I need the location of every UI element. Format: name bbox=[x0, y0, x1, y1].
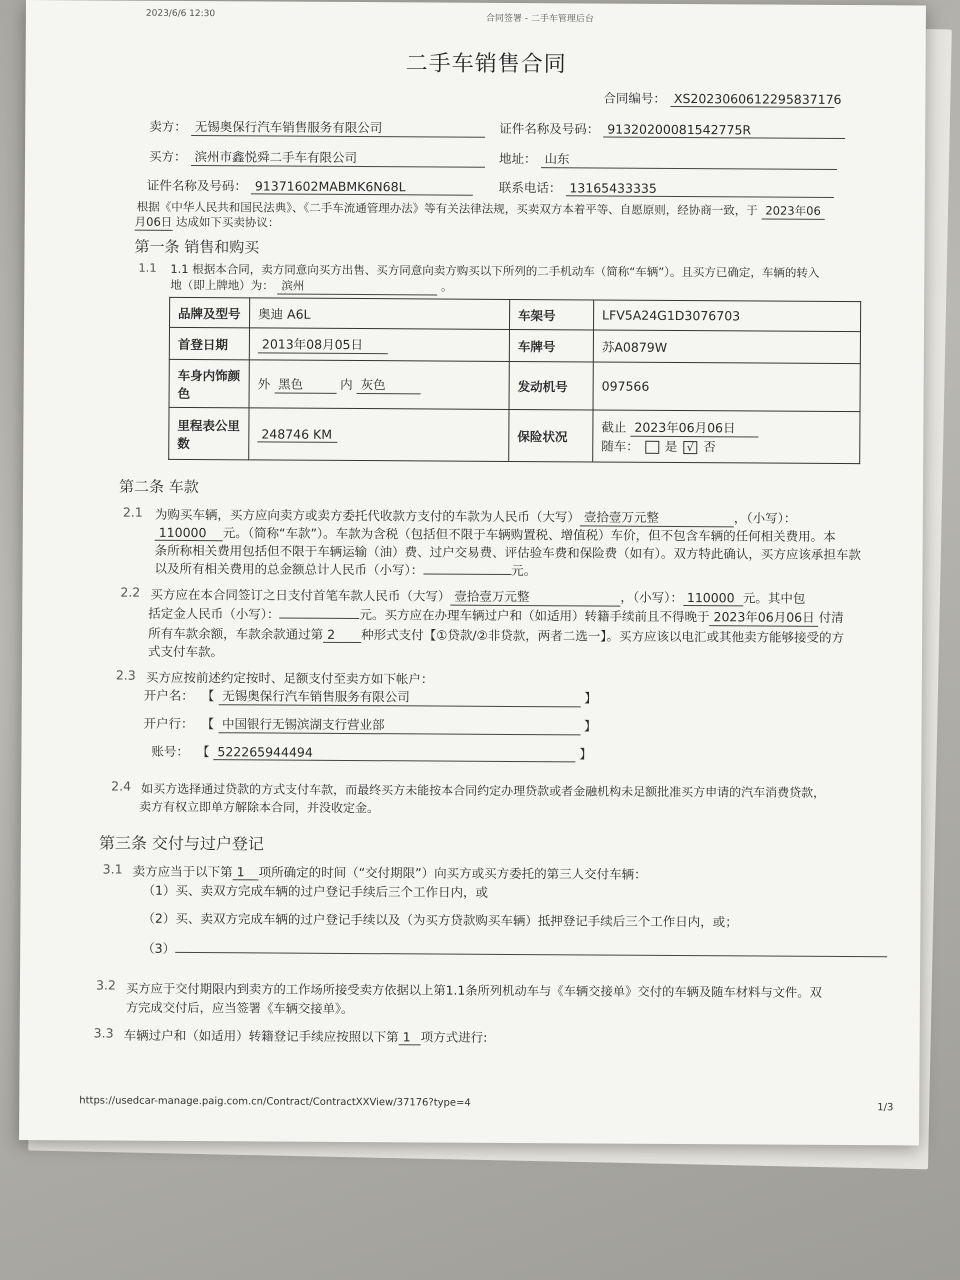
first-payment-number: 110000 bbox=[683, 590, 743, 606]
text: 元。 bbox=[511, 562, 537, 579]
no-checkbox[interactable]: √ bbox=[683, 441, 697, 454]
article-3-3-number: 3.3 bbox=[93, 1025, 114, 1041]
engine-value: 097566 bbox=[593, 362, 860, 412]
bracket: 【 bbox=[201, 716, 215, 732]
buyer-cert-row bbox=[147, 176, 473, 196]
engine-label: 发动机号 bbox=[509, 361, 593, 410]
payment-method: 2 bbox=[323, 627, 361, 643]
article-2-2-number: 2.2 bbox=[120, 584, 141, 600]
article-2-4-line-1: 如买方选择通过贷款的方式支付车款，而最终买方未能按本合同约定办理贷款或者金融机构未足额批准买方申请的汽车消费贷款， bbox=[141, 781, 826, 800]
article-2-1-number: 2.1 bbox=[122, 504, 143, 520]
article-2-2-line-4: 式支付车款。 bbox=[147, 643, 224, 660]
insurance-date: 2023年06月06日 bbox=[630, 418, 758, 438]
inner-color-label: 内 bbox=[340, 376, 353, 393]
article-2-4-line-2: 卖方有权立即单方解除本合同，并没收定金。 bbox=[139, 799, 380, 816]
insurance-label: 保险状况 bbox=[509, 409, 593, 462]
text: 买方应在本合同签订之日支付首笔车款人民币（大写） bbox=[150, 586, 451, 604]
article-3-3-line-1 bbox=[124, 1026, 488, 1046]
plate-label: 车牌号 bbox=[509, 329, 593, 362]
balance-due-date: 2023年06月06日 bbox=[709, 607, 818, 627]
color-label: 车身内饰颜色 bbox=[169, 359, 249, 407]
text: 为购买车辆，买方应向卖方或卖方委托代收款方支付的车款为人民币（大写） bbox=[154, 506, 580, 525]
article-1-title: 第一条 销售和购买 bbox=[134, 237, 260, 257]
text: 项方式进行: bbox=[420, 1029, 488, 1045]
account-number-label: 账号： bbox=[151, 743, 189, 760]
page-number: 1/3 bbox=[877, 1102, 894, 1114]
insurance-cell bbox=[593, 410, 860, 464]
bracket: 【 bbox=[196, 744, 210, 760]
deposit-blank[interactable] bbox=[279, 605, 359, 619]
text: ，（小写）： bbox=[733, 510, 797, 526]
intro-text-2: 达成如下买卖协议： bbox=[175, 214, 280, 230]
intro-text: 根据《中华人民共和国民法典》、《二手车流通管理办法》等有关法律法规，买卖双方本着平等、自愿原则，经协商一致，于 bbox=[136, 199, 758, 218]
color-cell bbox=[249, 360, 509, 410]
buyer-address-label: 地址： bbox=[498, 150, 537, 167]
mileage-cell bbox=[249, 408, 509, 462]
spec-row bbox=[170, 297, 861, 331]
account-name-row bbox=[144, 686, 597, 708]
insurance-docs-line bbox=[601, 437, 851, 457]
article-3-2-number: 3.2 bbox=[95, 977, 116, 993]
text: 付清 bbox=[818, 609, 844, 626]
mileage-label: 里程表公里数 bbox=[169, 407, 249, 459]
contract-number-value: XS2023060612295837176 bbox=[670, 91, 834, 108]
text: 车辆过户和（如适用）转籍登记手续应按照以下第 bbox=[123, 1027, 399, 1045]
article-1-1-end: 。 bbox=[441, 279, 453, 294]
article-2-1-line-4 bbox=[154, 559, 536, 579]
buyer-address-row bbox=[499, 149, 837, 170]
text: 种形式支付【①贷款/②非贷款，两者二选一】。买方应该以电汇或其他卖方能够接受的方 bbox=[361, 627, 845, 646]
text: 括定金人民币（小写）： bbox=[148, 605, 280, 622]
article-1-1-number: 1.1 bbox=[138, 260, 157, 275]
yes-checkbox[interactable] bbox=[645, 441, 659, 454]
article-2-1-line-3: 条所称相关费用包括但不限于车辆运输（油）费、过户交易费、评估验车费和保险费（如有）。双方特此确认，买方应该承担车款 bbox=[154, 542, 861, 563]
reg-date-value: 2013年08月05日 bbox=[258, 334, 388, 354]
delivery-item: 1 bbox=[233, 864, 259, 880]
article-3-2-line-1: 买方应于交付期限内到卖方的工作场所接受卖方依据以上第1.1条所列机动车与《车辆交接单》交付的车辆及随车材料与文件。双 bbox=[125, 981, 822, 1000]
no-label: 否 bbox=[703, 439, 716, 455]
seller-cert-label: 证件名称及号码： bbox=[499, 120, 600, 137]
text: 卖方应当于以下第 bbox=[132, 863, 233, 880]
seller-cert-value: 91320200081542775R bbox=[603, 122, 845, 139]
vehicle-spec-table bbox=[168, 297, 861, 464]
spec-row bbox=[169, 407, 860, 463]
article-2-2-line-3 bbox=[148, 624, 844, 646]
print-date: 2023/6/6 12:30 bbox=[145, 8, 216, 20]
contract-number bbox=[603, 89, 842, 108]
article-3-2-line-2: 方完成交付后，应当签署《车辆交接单》。 bbox=[125, 1000, 354, 1017]
article-2-3-intro: 买方应按前述约定按时、足额支付至卖方如下帐户： bbox=[145, 669, 434, 687]
contract-page bbox=[19, 0, 926, 1145]
bank-row bbox=[144, 714, 597, 736]
account-name-label: 开户名： bbox=[143, 687, 194, 704]
contract-title: 二手车销售合同 bbox=[405, 51, 567, 78]
price-number: 110000 bbox=[155, 525, 223, 541]
price-chinese: 壹拾壹万元整 bbox=[580, 507, 734, 527]
intro-line-2 bbox=[135, 214, 280, 232]
bracket: 】 bbox=[579, 746, 592, 762]
article-3-1-line-1 bbox=[133, 862, 647, 883]
text: 项所确定的时间（“交付期限”）向买方或买方委托的第三人交付车辆： bbox=[258, 864, 647, 882]
buyer-phone-row bbox=[499, 178, 834, 198]
insurance-date-line bbox=[601, 418, 851, 439]
article-3-title: 第三条 交付与过户登记 bbox=[98, 833, 265, 854]
bank-value: 中国银行无锡滨湖支行营业部 bbox=[218, 714, 580, 735]
registration-place: 滨州 bbox=[277, 278, 437, 296]
seller-name: 无锡奥保行汽车销售服务有限公司 bbox=[191, 117, 485, 138]
reg-date-cell bbox=[249, 328, 509, 362]
account-number-value: 522265944494 bbox=[213, 744, 575, 762]
text: 元。买方应在办理车辆过户和（如适用）转籍手续前且不得晚于 bbox=[359, 607, 710, 625]
inner-color-value: 灰色 bbox=[357, 375, 421, 394]
text: 所有车款余额，车款余款通过第 bbox=[148, 625, 324, 642]
buyer-cert-label: 证件名称及号码： bbox=[146, 177, 247, 194]
option-3-blank[interactable] bbox=[175, 937, 887, 957]
text: 元。（简称“车款”）。车款为含税（包括但不限于车辆购置税、增值税）车价，但不包含车辆的任何相关费用。本 bbox=[222, 525, 836, 544]
seller-row bbox=[149, 117, 485, 138]
brand-value: 奥迪 A6L bbox=[250, 298, 510, 330]
text: ，（小写）： bbox=[620, 589, 683, 606]
article-1-1-place-line bbox=[170, 277, 452, 296]
article-1-1-text-2: 地（即上牌地）为： bbox=[170, 277, 274, 293]
buyer-cert-value: 91371602MABMK6N68L bbox=[251, 178, 473, 195]
account-number-row bbox=[151, 742, 592, 763]
insurance-prefix: 截止 bbox=[601, 419, 627, 435]
text: 以及所有相关费用的总金额总计人民币（小写）： bbox=[154, 560, 424, 578]
article-3-1-number: 3.1 bbox=[102, 861, 123, 877]
spec-row bbox=[169, 327, 860, 363]
account-name-value: 无锡奥保行汽车销售服务有限公司 bbox=[218, 686, 580, 707]
article-1-1-text: 1.1 根据本合同，卖方同意向买方出售、买方同意向卖方购买以下所列的二手机动车（简称“车辆”）。且买方已确定，车辆的转入 bbox=[170, 261, 820, 280]
intro-date-part2: 月06日 bbox=[134, 214, 173, 229]
delivery-option-1: （1）买、卖双方完成车辆的过户登记手续后三个工作日内，或 bbox=[142, 882, 489, 900]
article-2-4-number: 2.4 bbox=[111, 778, 132, 794]
reg-date-label: 首登日期 bbox=[169, 327, 249, 359]
buyer-name: 滨州市鑫悦舜二手车有限公司 bbox=[190, 147, 484, 168]
article-2-3-number: 2.3 bbox=[115, 667, 136, 683]
buyer-phone-label: 联系电话： bbox=[498, 179, 562, 196]
text: 元。其中包 bbox=[742, 590, 806, 606]
bracket: 】 bbox=[584, 718, 597, 734]
delivery-option-3 bbox=[142, 937, 892, 962]
text: （3） bbox=[142, 940, 176, 956]
bracket: 【 bbox=[201, 688, 215, 704]
mileage-value: 248746 KM bbox=[257, 426, 337, 442]
article-2-title: 第二条 车款 bbox=[118, 477, 199, 497]
outer-color-label: 外 bbox=[257, 376, 271, 392]
contract-number-label: 合同编号： bbox=[603, 90, 666, 106]
buyer-row bbox=[149, 147, 485, 168]
footer-url: https://usedcar-manage.paig.com.cn/Contract/ContractXXView/37176?type=4 bbox=[79, 1095, 471, 1109]
buyer-label: 买方： bbox=[149, 148, 187, 164]
brand-label: 品牌及型号 bbox=[170, 297, 250, 327]
plate-value: 苏A0879W bbox=[593, 330, 860, 364]
print-title: 合同签署 - 二手车管理后台 bbox=[485, 13, 594, 25]
yes-label: 是 bbox=[664, 438, 678, 454]
outer-color-value: 黑色 bbox=[274, 375, 336, 394]
buyer-phone-value: 13165433335 bbox=[565, 180, 833, 198]
bracket: 】 bbox=[584, 690, 597, 706]
seller-cert-row bbox=[499, 119, 845, 139]
vin-label: 车架号 bbox=[509, 299, 593, 330]
total-amount-blank[interactable] bbox=[423, 560, 511, 575]
bank-label: 开户行： bbox=[143, 715, 194, 732]
transfer-item: 1 bbox=[399, 1029, 421, 1045]
buyer-address-value: 山东 bbox=[540, 149, 836, 170]
first-payment-chinese: 壹拾壹万元整 bbox=[450, 587, 620, 607]
with-vehicle-label: 随车： bbox=[601, 438, 639, 454]
spec-row bbox=[169, 359, 860, 411]
intro-date-part1: 2023年06 bbox=[761, 202, 825, 219]
vin-value: LFV5A24G1D3076703 bbox=[593, 300, 860, 332]
delivery-option-2: （2）买、卖双方完成车辆的过户登记手续以及（为买方贷款购买车辆）抵押登记手续后三个工作日内，或； bbox=[142, 910, 738, 930]
seller-label: 卖方： bbox=[149, 118, 187, 134]
